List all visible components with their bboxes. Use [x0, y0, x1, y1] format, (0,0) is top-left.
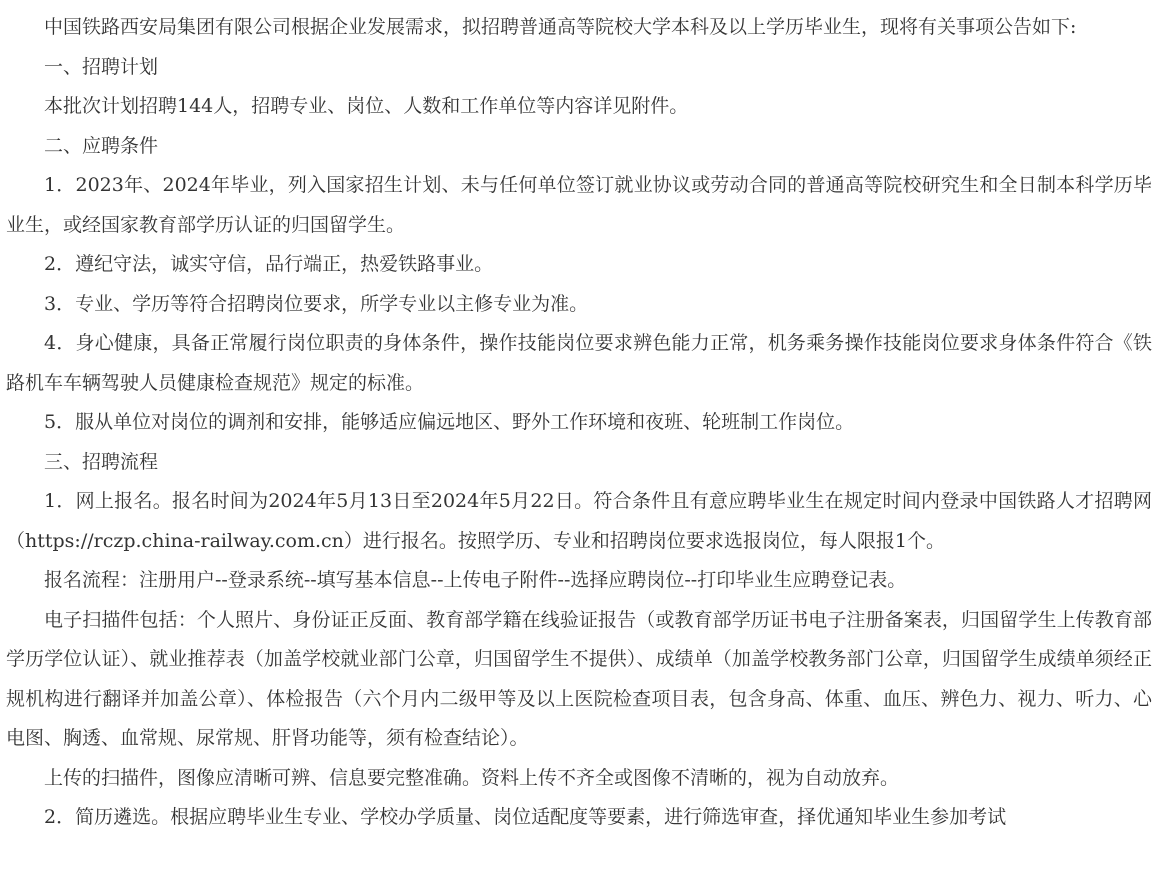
section-heading-application-conditions: 二、应聘条件	[44, 134, 159, 157]
intro-paragraph: 中国铁路西安局集团有限公司根据企业发展需求，拟招聘普通高等院校大学本科及以上学历毕业生，现将有关事项公告如下:	[44, 16, 1077, 38]
condition-item-3: 3．专业、学历等符合招聘岗位要求，所学专业以主修专业为准。	[44, 292, 589, 315]
condition-item-1: 1．2023年、2024年毕业，列入国家招生计划、未与任何单位签订就业协议或劳动合同的普通高等院校研究生和全日制本科学历毕业生，或经国家教育部学历认证的归国留学生。	[6, 174, 1152, 236]
condition-item-4: 4．身心健康，具备正常履行岗位职责的身体条件，操作技能岗位要求辨色能力正常，机务乘务操作技能岗位要求身体条件符合《铁路机车车辆驾驶人员健康检查规范》规定的标准。	[6, 332, 1152, 394]
announcement-body	[0, 8, 1160, 838]
process-item-1-online-registration: 1．网上报名。报名时间为2024年5月13日至2024年5月22日。符合条件且有意应聘毕业生在规定时间内登录中国铁路人才招聘网（https://rczp.china-railway.com.cn）进行报名。按照学历、专业和招聘岗位要求选报岗位，每人限报1个。	[6, 490, 1152, 552]
section-heading-recruitment-plan: 一、招聘计划	[44, 55, 159, 78]
scanned-documents-paragraph: 电子扫描件包括：个人照片、身份证正反面、教育部学籍在线验证报告（或教育部学历证书电子注册备案表，归国留学生上传教育部学历学位认证）、就业推荐表（加盖学校就业部门公章，归国留学生不提供）、成绩单（加盖学校教务部门公章，归国留学生成绩单须经正规机构进行翻译并加盖公章）、体检报告（六个月内二级甲等及以上医院检查项目表，包含身高、体重、血压、辨色力、视力、听力、心电图、胸透、血常规、尿常规、肝肾功能等，须有检查结论）。	[6, 608, 1152, 749]
registration-flow-paragraph: 报名流程：注册用户--登录系统--填写基本信息--上传电子附件--选择应聘岗位--打印毕业生应聘登记表。	[44, 569, 907, 591]
condition-item-5: 5．服从单位对岗位的调剂和安排，能够适应偏远地区、野外工作环境和夜班、轮班制工作岗位。	[44, 411, 855, 433]
upload-requirements-paragraph: 上传的扫描件，图像应清晰可辨、信息要完整准确。资料上传不齐全或图像不清晰的，视为自动放弃。	[44, 766, 900, 789]
section-heading-recruitment-process: 三、招聘流程	[44, 450, 159, 473]
condition-item-2: 2．遵纪守法，诚实守信，品行端正，热爱铁路事业。	[44, 253, 494, 275]
recruitment-plan-paragraph: 本批次计划招聘144人，招聘专业、岗位、人数和工作单位等内容详见附件。	[44, 95, 689, 117]
process-item-2-resume-screening: 2．简历遴选。根据应聘毕业生专业、学校办学质量、岗位适配度等要素，进行筛选审查，择优通知毕业生参加考试	[44, 806, 1007, 828]
